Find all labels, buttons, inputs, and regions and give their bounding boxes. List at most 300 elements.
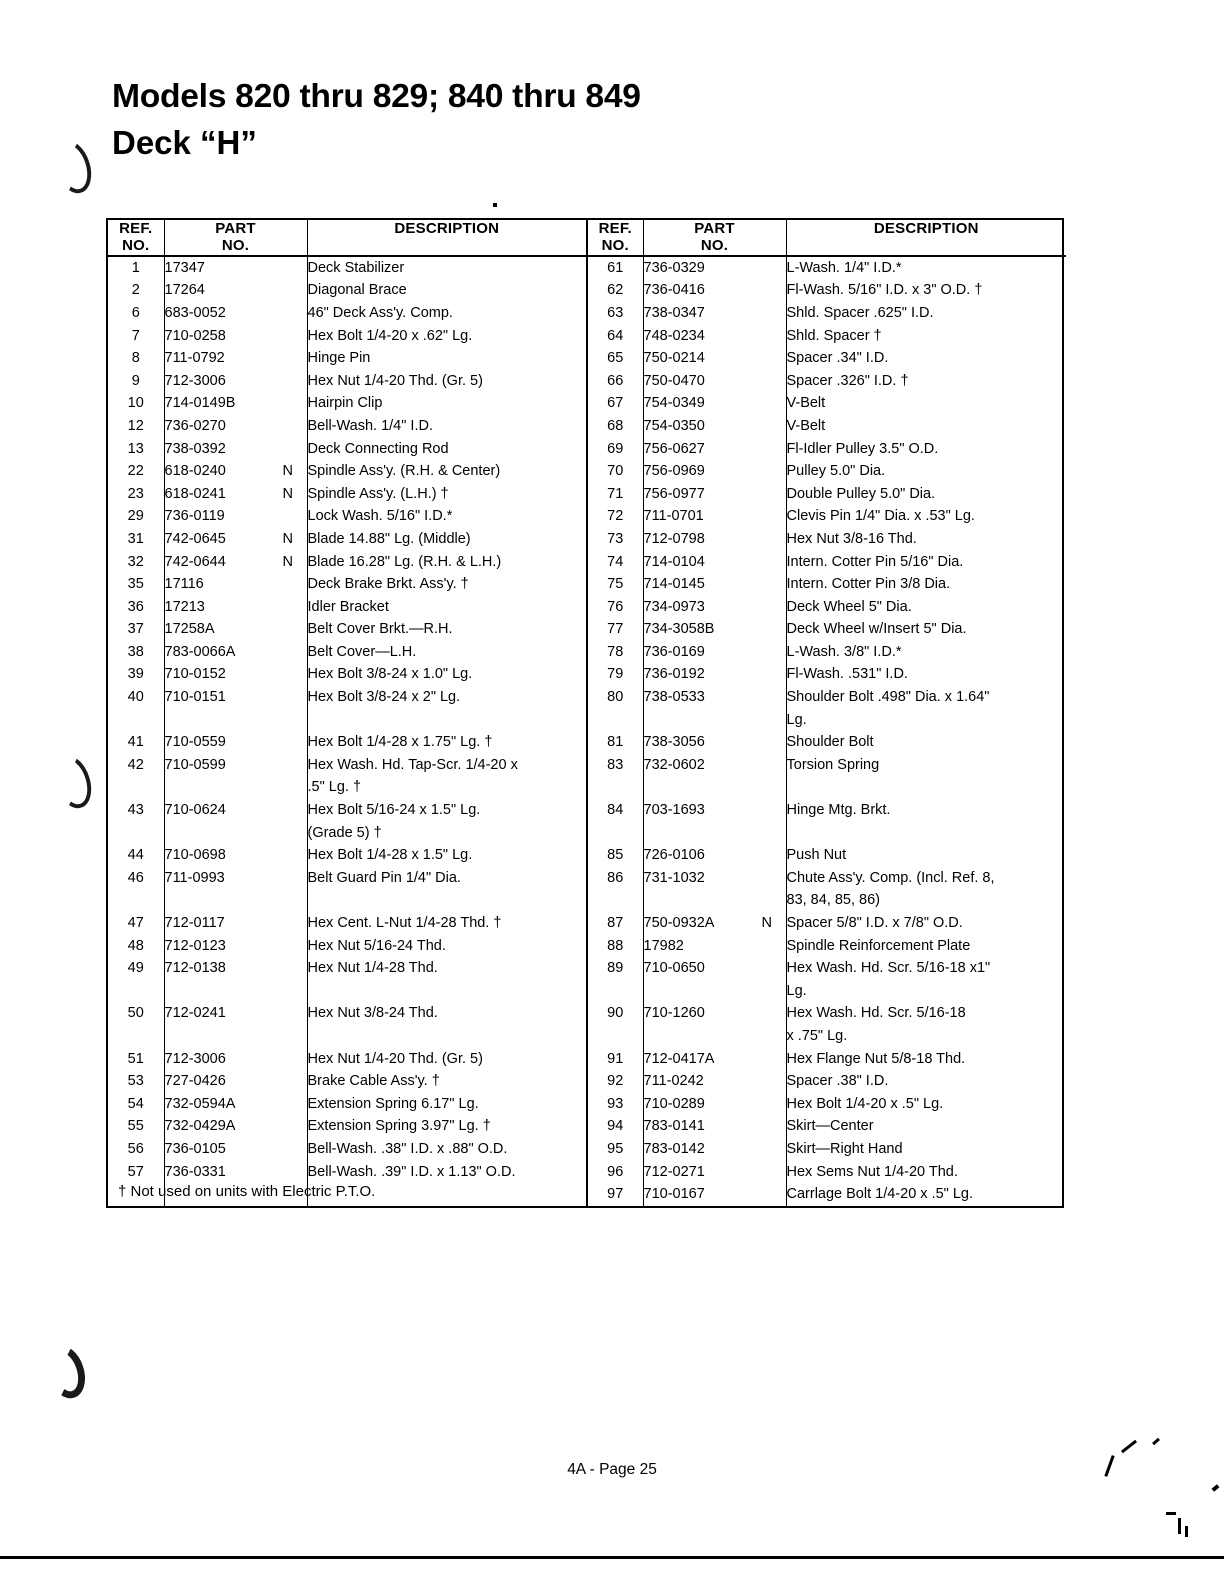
cell-ref-no-right: 80: [587, 686, 643, 709]
binder-hole-mark-bottom: [41, 1341, 92, 1403]
table-row: [108, 1002, 1066, 1025]
cell-n-marker-right: [748, 957, 786, 980]
cell-description-left: Brake Cable Ass'y. †: [307, 1070, 587, 1093]
cell-n-marker-left: [269, 1070, 307, 1093]
table-row: [108, 889, 1066, 912]
cell-ref-no-left: 2: [108, 279, 164, 302]
parts-table-container: [106, 218, 1064, 1208]
cell-description-right: [786, 822, 1066, 845]
cell-ref-no-right: 92: [587, 1070, 643, 1093]
cell-n-marker-left: [269, 347, 307, 370]
scan-artifact-e: [1166, 1512, 1176, 1515]
cell-n-marker-left: [269, 438, 307, 461]
cell-description-right: Shoulder Bolt .498" Dia. x 1.64": [786, 689, 990, 706]
cell-description-right: V-Belt: [786, 395, 826, 412]
cell-ref-no-right: 64: [587, 325, 643, 348]
cell-description-left: Deck Stabilizer: [307, 256, 587, 280]
table-header-row: [108, 220, 1066, 256]
cell-description-left: Bell-Wash. .39" I.D. x 1.13" O.D.: [307, 1161, 587, 1184]
cell-part-no-right: 710-1260: [643, 1005, 705, 1022]
cell-description-right: V-Belt: [786, 417, 826, 434]
cell-n-marker-left: N: [269, 551, 307, 574]
cell-ref-no-left: 12: [108, 415, 164, 438]
cell-description-right: Hex Nut 3/8-16 Thd.: [786, 530, 917, 547]
cell-description-right: Skirt—Center: [786, 1118, 874, 1135]
cell-description-right: [786, 776, 1066, 799]
cell-description-left: Hex Bolt 5/16-24 x 1.5" Lg.: [307, 799, 587, 822]
cell-part-no-left: 17116: [164, 576, 204, 593]
cell-part-no-left: 742-0644: [164, 553, 226, 570]
column-header-description-right: [786, 220, 1066, 256]
cell-ref-no-left: 50: [108, 1002, 164, 1025]
cell-part-no-left: 712-0138: [164, 960, 226, 977]
table-row: [108, 551, 1066, 574]
cell-description-right: Spacer .38" I.D.: [786, 1073, 889, 1090]
cell-part-no-right: 756-0969: [643, 463, 705, 480]
cell-description-left: Deck Connecting Rod: [307, 438, 587, 461]
cell-part-no-right: [643, 776, 748, 799]
cell-ref-no-right: [587, 980, 643, 1003]
page-heading-block: [112, 78, 1112, 163]
cell-ref-no-left: 36: [108, 596, 164, 619]
footnote-electric-pto: † Not used on units with Electric P.T.O.: [118, 1183, 376, 1200]
cell-part-no-left: 710-0152: [164, 666, 226, 683]
cell-n-marker-left: [269, 822, 307, 845]
cell-description-left: Hex Bolt 3/8-24 x 1.0" Lg.: [307, 663, 587, 686]
table-row: [108, 347, 1066, 370]
table-row: [108, 618, 1066, 641]
cell-n-marker-left: [269, 618, 307, 641]
cell-part-no-left: 736-0270: [164, 417, 226, 434]
cell-ref-no-left: 9: [108, 370, 164, 393]
cell-ref-no-left: 35: [108, 573, 164, 596]
cell-description-right: Deck Wheel w/Insert 5" Dia.: [786, 621, 967, 638]
cell-n-marker-left: [269, 370, 307, 393]
cell-description-left: Belt Cover—L.H.: [307, 641, 587, 664]
header-part-line1-right: PART: [694, 220, 735, 237]
cell-n-marker-left: [269, 392, 307, 415]
scan-artifact-b: [1121, 1440, 1137, 1453]
cell-description-left: Hex Bolt 3/8-24 x 2" Lg.: [307, 686, 587, 709]
cell-description-left: Belt Cover Brkt.—R.H.: [307, 618, 587, 641]
cell-n-marker-right: [748, 438, 786, 461]
table-row: [108, 325, 1066, 348]
cell-n-marker-right: [748, 641, 786, 664]
page-title-models: Models 820 thru 829; 840 thru 849: [112, 77, 641, 114]
cell-n-marker-left: [269, 980, 307, 1003]
cell-n-marker-right: [748, 1115, 786, 1138]
cell-ref-no-left: [108, 980, 164, 1003]
header-ref-line1: REF.: [119, 220, 153, 237]
cell-ref-no-left: 39: [108, 663, 164, 686]
cell-part-no-left: 712-0117: [164, 915, 225, 931]
cell-n-marker-left: [269, 799, 307, 822]
cell-description-left: Hex Nut 1/4-20 Thd. (Gr. 5): [307, 370, 587, 393]
cell-part-no-right: 712-0271: [643, 1163, 705, 1180]
cell-ref-no-right: 63: [587, 302, 643, 325]
table-row: [108, 415, 1066, 438]
cell-n-marker-left: [269, 867, 307, 890]
cell-description-left: Hex Nut 1/4-28 Thd.: [307, 957, 587, 980]
cell-ref-no-right: 65: [587, 347, 643, 370]
cell-part-no-left: 742-0645: [164, 530, 226, 547]
cell-description-right: Push Nut: [786, 847, 847, 864]
cell-ref-no-right: 90: [587, 1002, 643, 1025]
cell-ref-no-left: 38: [108, 641, 164, 664]
cell-part-no-left: 618-0240: [164, 463, 226, 480]
cell-ref-no-left: 44: [108, 844, 164, 867]
cell-n-marker-right: [748, 415, 786, 438]
cell-n-marker-left: [269, 1115, 307, 1138]
cell-part-no-left: 712-3006: [164, 372, 226, 389]
cell-n-marker-left: [269, 935, 307, 958]
cell-ref-no-right: 72: [587, 505, 643, 528]
cell-ref-no-right: 87: [587, 912, 643, 935]
cell-description-right: Hex Sems Nut 1/4-20 Thd.: [786, 1163, 958, 1180]
cell-description-left: [307, 709, 587, 732]
cell-ref-no-left: 8: [108, 347, 164, 370]
cell-n-marker-left: [269, 596, 307, 619]
cell-n-marker-right: [748, 618, 786, 641]
cell-n-marker-left: [269, 844, 307, 867]
cell-part-no-left: 17264: [164, 282, 205, 299]
header-part-line2: NO.: [221, 237, 250, 255]
cell-ref-no-left: 40: [108, 686, 164, 709]
cell-part-no-left: [164, 709, 269, 732]
cell-ref-no-left: 54: [108, 1093, 164, 1116]
cell-n-marker-right: [748, 1093, 786, 1116]
cell-description-left: [307, 980, 587, 1003]
table-row: [108, 799, 1066, 822]
cell-description-left: Blade 14.88" Lg. (Middle): [307, 528, 587, 551]
table-row: [108, 754, 1066, 777]
cell-ref-no-right: 84: [587, 799, 643, 822]
cell-n-marker-left: [269, 1048, 307, 1071]
table-row: [108, 1161, 1066, 1184]
column-header-ref-no-left: [108, 220, 164, 256]
cell-part-no-left: 712-0123: [164, 937, 226, 954]
cell-description-right: Shoulder Bolt: [786, 734, 874, 751]
table-row: [108, 844, 1066, 867]
cell-ref-no-left: 49: [108, 957, 164, 980]
cell-part-no-left: 714-0149B: [164, 395, 236, 412]
cell-description-right: Spacer .34" I.D.: [786, 350, 889, 367]
cell-n-marker-right: [748, 776, 786, 799]
parts-table-head: [108, 220, 1066, 256]
cell-part-no-right: 731-1032: [643, 869, 705, 886]
header-description-label-right: DESCRIPTION: [873, 220, 979, 237]
cell-n-marker-left: [269, 686, 307, 709]
cell-n-marker-right: [748, 822, 786, 845]
cell-n-marker-left: [269, 325, 307, 348]
cell-part-no-left: 710-0258: [164, 327, 226, 344]
cell-part-no-right: 714-0104: [643, 553, 705, 570]
cell-description-left: Hex Bolt 1/4-28 x 1.5" Lg.: [307, 844, 587, 867]
cell-description-left: Hex Nut 3/8-24 Thd.: [307, 1002, 587, 1025]
cell-part-no-right: 750-0470: [643, 372, 705, 389]
cell-ref-no-left: 31: [108, 528, 164, 551]
cell-part-no-right: 710-0650: [643, 960, 705, 977]
cell-n-marker-left: [269, 415, 307, 438]
parts-table: [108, 220, 1066, 1206]
column-header-part-no-left: [164, 220, 307, 256]
cell-ref-no-left: 10: [108, 392, 164, 415]
cell-description-right: Hex Bolt 1/4-20 x .5" Lg.: [786, 1095, 944, 1112]
binder-hole-mark-middle: [48, 751, 97, 813]
cell-part-no-right: 783-0141: [643, 1118, 705, 1135]
table-row: [108, 528, 1066, 551]
table-row: [108, 1093, 1066, 1116]
cell-part-no-left: 710-0151: [164, 689, 226, 706]
cell-description-left: .5" Lg. †: [307, 776, 587, 799]
cell-description-left: Bell-Wash. .38" I.D. x .88" O.D.: [307, 1138, 587, 1161]
cell-ref-no-right: [587, 709, 643, 732]
column-header-part-no-right: [643, 220, 786, 256]
cell-part-no-right: 736-0329: [643, 259, 705, 276]
cell-ref-no-right: 85: [587, 844, 643, 867]
cell-description-left: Hex Bolt 1/4-28 x 1.75" Lg. †: [307, 731, 587, 754]
table-row: [108, 505, 1066, 528]
cell-ref-no-right: 62: [587, 279, 643, 302]
cell-part-no-left: 732-0429A: [164, 1118, 236, 1135]
cell-ref-no-right: 68: [587, 415, 643, 438]
cell-description-left: Diagonal Brace: [307, 279, 587, 302]
cell-part-no-left: 732-0594A: [164, 1095, 236, 1112]
cell-n-marker-left: N: [269, 528, 307, 551]
cell-n-marker-left: [269, 1093, 307, 1116]
column-header-description-left: [307, 220, 587, 256]
cell-part-no-right: [643, 822, 748, 845]
cell-part-no-right: [643, 709, 748, 732]
cell-n-marker-right: [748, 325, 786, 348]
cell-ref-no-left: 23: [108, 483, 164, 506]
cell-description-left: Hex Cent. L-Nut 1/4-28 Thd. †: [307, 912, 587, 935]
cell-n-marker-right: [748, 799, 786, 822]
table-row: [108, 573, 1066, 596]
cell-part-no-right: 734-0973: [643, 598, 705, 615]
cell-ref-no-right: 77: [587, 618, 643, 641]
cell-part-no-right: 711-0701: [643, 508, 704, 525]
cell-ref-no-right: 79: [587, 663, 643, 686]
cell-ref-no-left: 41: [108, 731, 164, 754]
cell-part-no-right: 712-0417A: [643, 1050, 715, 1067]
cell-part-no-left: 618-0241: [164, 485, 226, 502]
cell-n-marker-right: [748, 1183, 786, 1206]
header-part-line1: PART: [215, 220, 256, 237]
cell-n-marker-right: [748, 302, 786, 325]
cell-n-marker-left: [269, 731, 307, 754]
cell-n-marker-right: [748, 935, 786, 958]
cell-part-no-right: [643, 889, 748, 912]
cell-n-marker-left: [269, 505, 307, 528]
cell-ref-no-right: 86: [587, 867, 643, 890]
cell-ref-no-left: 7: [108, 325, 164, 348]
table-row: [108, 1070, 1066, 1093]
table-row: [108, 302, 1066, 325]
cell-description-right: L-Wash. 1/4" I.D.*: [786, 259, 902, 276]
cell-ref-no-left: 53: [108, 1070, 164, 1093]
cell-ref-no-right: 61: [587, 256, 643, 280]
cell-part-no-left: 710-0698: [164, 847, 226, 864]
cell-description-right: Hex Flange Nut 5/8-18 Thd.: [786, 1050, 966, 1067]
column-header-ref-no-right: [587, 220, 643, 256]
cell-part-no-left: 736-0105: [164, 1140, 226, 1157]
cell-ref-no-left: 48: [108, 935, 164, 958]
cell-n-marker-right: [748, 573, 786, 596]
cell-n-marker-right: [748, 754, 786, 777]
cell-ref-no-right: 73: [587, 528, 643, 551]
cell-description-right: Hex Wash. Hd. Scr. 5/16-18 x1": [786, 960, 991, 977]
cell-description-right: Intern. Cotter Pin 3/8 Dia.: [786, 576, 951, 593]
cell-description-right: Chute Ass'y. Comp. (Incl. Ref. 8,: [786, 869, 995, 886]
cell-description-right: Carrlage Bolt 1/4-20 x .5" Lg.: [786, 1186, 973, 1203]
cell-n-marker-right: [748, 596, 786, 619]
cell-description-left: 46" Deck Ass'y. Comp.: [307, 302, 587, 325]
cell-n-marker-left: [269, 1161, 307, 1184]
table-row: [108, 935, 1066, 958]
table-row: [108, 641, 1066, 664]
table-row: [108, 596, 1066, 619]
table-row: [108, 392, 1066, 415]
cell-part-no-left: 710-0559: [164, 734, 226, 751]
cell-part-no-right: 17982: [643, 937, 684, 954]
header-ref-line2: NO.: [122, 237, 150, 255]
cell-n-marker-left: N: [269, 483, 307, 506]
table-row: [108, 460, 1066, 483]
table-row: [108, 686, 1066, 709]
header-description-label: DESCRIPTION: [394, 220, 500, 237]
cell-n-marker-left: [269, 776, 307, 799]
cell-ref-no-right: 91: [587, 1048, 643, 1071]
cell-ref-no-left: [108, 776, 164, 799]
cell-part-no-right: 711-0242: [643, 1073, 704, 1090]
cell-n-marker-left: [269, 1002, 307, 1025]
cell-part-no-right: 726-0106: [643, 847, 705, 864]
cell-part-no-right: 754-0350: [643, 417, 705, 434]
cell-description-right: Lg.: [786, 711, 807, 728]
cell-description-right: Shld. Spacer †: [786, 327, 882, 344]
scan-artifact-d: [1178, 1518, 1181, 1534]
cell-n-marker-left: [269, 641, 307, 664]
cell-ref-no-left: 1: [108, 256, 164, 280]
cell-part-no-left: 783-0066A: [164, 643, 236, 660]
cell-part-no-left: 17347: [164, 259, 205, 276]
cell-n-marker-left: [269, 1025, 307, 1048]
cell-n-marker-right: [748, 1025, 786, 1048]
cell-ref-no-left: 43: [108, 799, 164, 822]
table-row: [108, 1115, 1066, 1138]
cell-description-left: Extension Spring 6.17" Lg.: [307, 1093, 587, 1116]
cell-n-marker-right: [748, 663, 786, 686]
cell-n-marker-right: [748, 1002, 786, 1025]
cell-ref-no-right: 81: [587, 731, 643, 754]
scan-artifact-c: [1152, 1438, 1160, 1446]
cell-description-right: Hinge Mtg. Brkt.: [786, 802, 891, 819]
cell-n-marker-right: [748, 980, 786, 1003]
cell-part-no-right: 748-0234: [643, 327, 705, 344]
cell-n-marker-right: [748, 1161, 786, 1184]
cell-ref-no-right: [587, 889, 643, 912]
cell-description-right: Deck Wheel 5" Dia.: [786, 598, 912, 615]
cell-description-right: Clevis Pin 1/4" Dia. x .53" Lg.: [786, 508, 975, 525]
table-row: [108, 912, 1066, 935]
cell-ref-no-right: 89: [587, 957, 643, 980]
cell-description-right: Hex Wash. Hd. Scr. 5/16-18: [786, 1005, 966, 1022]
cell-part-no-right: 710-0167: [643, 1186, 705, 1203]
parts-table-body: [108, 256, 1066, 1206]
cell-ref-no-right: 66: [587, 370, 643, 393]
cell-ref-no-right: [587, 1025, 643, 1048]
cell-ref-no-left: 57: [108, 1161, 164, 1184]
cell-n-marker-left: [269, 912, 307, 935]
cell-part-no-right: [643, 980, 748, 1003]
cell-n-marker-right: [748, 460, 786, 483]
table-row: [108, 1025, 1066, 1048]
cell-part-no-right: 754-0349: [643, 395, 705, 412]
table-row: [108, 663, 1066, 686]
cell-ref-no-right: 95: [587, 1138, 643, 1161]
cell-description-left: Hairpin Clip: [307, 392, 587, 415]
cell-n-marker-left: [269, 957, 307, 980]
cell-part-no-right: 756-0627: [643, 440, 705, 457]
cell-description-right: x .75" Lg.: [786, 1027, 848, 1044]
cell-description-left: Hex Nut 5/16-24 Thd.: [307, 935, 587, 958]
table-row: [108, 1048, 1066, 1071]
cell-part-no-left: 727-0426: [164, 1073, 226, 1090]
cell-part-no-left: 711-0792: [164, 350, 225, 367]
cell-description-right: Spindle Reinforcement Plate: [786, 937, 971, 954]
binder-hole-mark-top: [48, 136, 97, 198]
cell-ref-no-left: 42: [108, 754, 164, 777]
cell-part-no-right: 756-0977: [643, 485, 705, 502]
cell-n-marker-left: [269, 573, 307, 596]
cell-description-left: Hex Nut 1/4-20 Thd. (Gr. 5): [307, 1048, 587, 1071]
cell-ref-no-right: 67: [587, 392, 643, 415]
cell-n-marker-right: [748, 889, 786, 912]
header-ref-line2-right: NO.: [601, 237, 629, 255]
cell-description-left: Deck Brake Brkt. Ass'y. †: [307, 573, 587, 596]
cell-n-marker-right: [748, 686, 786, 709]
cell-description-left: Blade 16.28" Lg. (R.H. & L.H.): [307, 551, 587, 574]
cell-description-left: (Grade 5) †: [307, 822, 587, 845]
table-row: [108, 731, 1066, 754]
table-row: [108, 370, 1066, 393]
cell-ref-no-right: 78: [587, 641, 643, 664]
cell-description-left: Belt Guard Pin 1/4" Dia.: [307, 867, 587, 890]
header-part-line2-right: NO.: [700, 237, 729, 255]
cell-part-no-left: 17258A: [164, 621, 215, 638]
cell-description-right: Fl-Idler Pulley 3.5" O.D.: [786, 440, 939, 457]
cell-description-right: Intern. Cotter Pin 5/16" Dia.: [786, 553, 964, 570]
cell-ref-no-right: [587, 776, 643, 799]
table-row: [108, 867, 1066, 890]
cell-n-marker-right: [748, 709, 786, 732]
cell-description-right: Double Pulley 5.0" Dia.: [786, 485, 936, 502]
cell-ref-no-left: 37: [108, 618, 164, 641]
cell-ref-no-right: 69: [587, 438, 643, 461]
cell-part-no-left: [164, 776, 269, 799]
cell-description-right: Fl-Wash. .531" I.D.: [786, 666, 908, 683]
cell-ref-no-left: 6: [108, 302, 164, 325]
cell-description-left: Spindle Ass'y. (R.H. & Center): [307, 460, 587, 483]
cell-n-marker-right: [748, 256, 786, 280]
cell-ref-no-right: 97: [587, 1183, 643, 1206]
cell-description-right: Spacer .326" I.D. †: [786, 372, 909, 389]
cell-ref-no-right: 88: [587, 935, 643, 958]
cell-part-no-left: 711-0993: [164, 869, 225, 886]
cell-n-marker-right: [748, 347, 786, 370]
cell-description-left: Hinge Pin: [307, 347, 587, 370]
